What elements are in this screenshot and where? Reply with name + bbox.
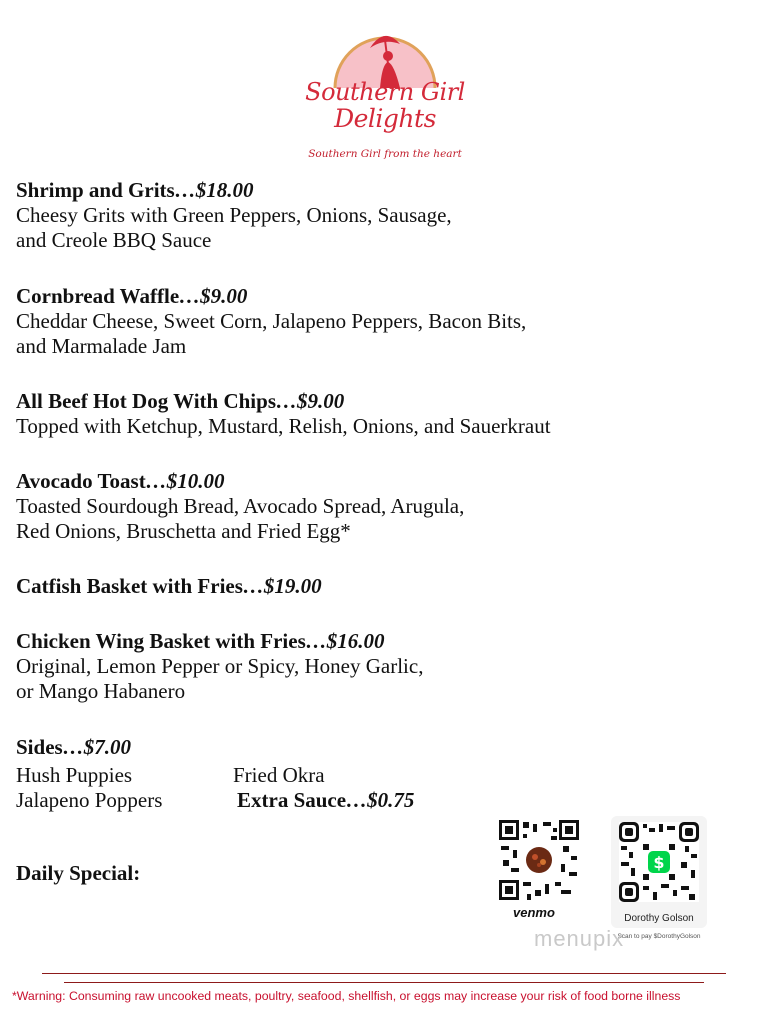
sides-section bbox=[16, 734, 131, 760]
menu-item bbox=[16, 283, 526, 359]
item-price: …$18.00 bbox=[174, 178, 254, 202]
item-name: Shrimp and Grits bbox=[16, 178, 175, 202]
item-name: All Beef Hot Dog With Chips bbox=[16, 389, 276, 413]
menu-item bbox=[16, 628, 423, 704]
extra-sauce-name: Extra Sauce bbox=[237, 788, 347, 812]
qr-code-icon bbox=[499, 820, 579, 900]
item-price: …$16.00 bbox=[305, 629, 385, 653]
sides-price: …$7.00 bbox=[62, 735, 131, 759]
item-desc-line: or Mango Habanero bbox=[16, 679, 186, 703]
divider bbox=[64, 982, 704, 983]
item-price: …$9.00 bbox=[276, 389, 345, 413]
daily-special-label: Daily Special: bbox=[16, 861, 141, 885]
logo-title-line2: Delights bbox=[334, 104, 436, 133]
qr-code-icon bbox=[619, 822, 699, 902]
menu-item bbox=[16, 177, 452, 253]
item-price: …$9.00 bbox=[179, 284, 248, 308]
item-desc-line: and Creole BBQ Sauce bbox=[16, 228, 212, 252]
food-safety-warning: *Warning: Consuming raw uncooked meats, poultry, seafood, shellfish, or eggs may increase your risk of food borne illness bbox=[12, 989, 681, 1003]
item-desc-line: Topped with Ketchup, Mustard, Relish, Onions, and Sauerkraut bbox=[16, 414, 551, 438]
cashapp-scan-text: Scan to pay $DorothyGolson bbox=[617, 933, 701, 940]
logo-tagline: Southern Girl from the heart bbox=[308, 148, 462, 160]
menu-item bbox=[16, 468, 464, 544]
cashapp-name: Dorothy Golson bbox=[624, 913, 694, 924]
venmo-label: venmo bbox=[513, 905, 555, 920]
svg-text:$: $ bbox=[653, 853, 665, 872]
cashapp-qr-card bbox=[611, 816, 707, 928]
menu-item bbox=[16, 388, 551, 439]
sides-name: Sides bbox=[16, 735, 63, 759]
extra-sauce bbox=[237, 788, 414, 813]
item-price: …$10.00 bbox=[145, 469, 225, 493]
divider bbox=[42, 973, 726, 974]
logo bbox=[300, 14, 470, 166]
item-desc-line: Cheesy Grits with Green Peppers, Onions, Sausage, bbox=[16, 203, 452, 227]
item-name: Avocado Toast bbox=[16, 469, 146, 493]
extra-sauce-price: …$0.75 bbox=[346, 788, 415, 812]
side-item: Fried Okra bbox=[233, 763, 325, 787]
item-desc-line: and Marmalade Jam bbox=[16, 334, 187, 358]
item-desc-line: Red Onions, Bruschetta and Fried Egg* bbox=[16, 519, 351, 543]
watermark: menupix bbox=[534, 926, 625, 951]
item-desc-line: Original, Lemon Pepper or Spicy, Honey Garlic, bbox=[16, 654, 424, 678]
venmo-qr-code bbox=[499, 820, 579, 905]
item-name: Cornbread Waffle bbox=[16, 284, 180, 308]
item-price: …$19.00 bbox=[242, 574, 322, 598]
side-item: Hush Puppies bbox=[16, 763, 133, 787]
item-desc-line: Cheddar Cheese, Sweet Corn, Jalapeno Peppers, Bacon Bits, bbox=[16, 309, 527, 333]
side-item: Jalapeno Poppers bbox=[16, 788, 163, 812]
item-desc-line: Toasted Sourdough Bread, Avocado Spread, Arugula, bbox=[16, 494, 465, 518]
item-name: Catfish Basket with Fries bbox=[16, 574, 243, 598]
item-name: Chicken Wing Basket with Fries bbox=[16, 629, 306, 653]
menu-item bbox=[16, 573, 322, 599]
logo-title-line1: Southern Girl bbox=[305, 78, 465, 106]
